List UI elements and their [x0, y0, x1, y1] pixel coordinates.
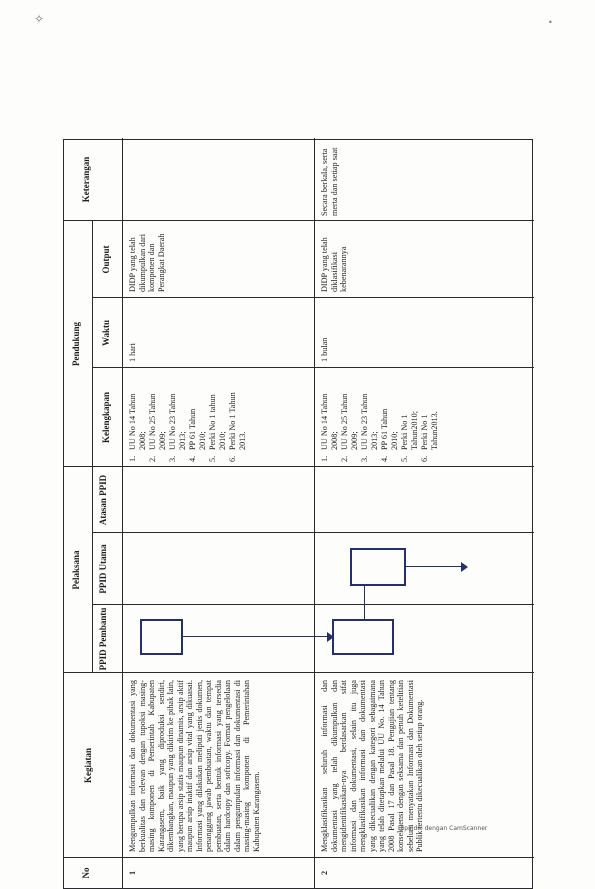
list-item: 2. UU No 25 Tahun 2009; [340, 393, 359, 462]
row-number: 2 [320, 870, 329, 876]
header-no: No [81, 867, 91, 879]
grid-line [92, 367, 534, 368]
header-pelaksana: Pelaksana [71, 550, 81, 590]
list-item: 6. Perki No 1 Tahun2013. [420, 411, 439, 462]
grid-line [64, 672, 534, 673]
table-frame [63, 139, 533, 889]
header-pendukung: Pendukung [71, 321, 81, 367]
grid-line [314, 138, 315, 888]
row-number: 1 [128, 870, 137, 876]
scan-artifact-top-left: ✧ [34, 12, 45, 26]
list-item: 5. Perki No 1 tahun 2010; [208, 394, 227, 462]
flow-box-ppid-utama [350, 548, 406, 586]
list-item: 3. UU No 23 Tahun 2013; [360, 393, 379, 462]
note-text: Secara berkala, serta merta dan setiap saat [320, 147, 339, 216]
list-item: 4. PP 61 Tahun 2010; [380, 408, 399, 462]
header-ppid-pembantu: PPID Pembantu [98, 607, 108, 671]
duration-text: 1 bulan [320, 337, 329, 362]
grid-line [64, 220, 534, 221]
grid-line [92, 532, 534, 533]
arrow-head-down [327, 632, 334, 642]
output-text: DIDP yang telah dikumpulkan dari komponen dan Perangkat Daerah [128, 233, 166, 292]
list-item: 2. UU No 25 Tahun 2009; [148, 393, 167, 462]
grid-line [92, 221, 93, 673]
flow-connector [364, 586, 365, 619]
list-item: 3. UU No 23 Tahun 2013; [168, 393, 187, 462]
duration-text: 1 hari [128, 343, 137, 362]
scanner-watermark: Dipindai dengan CamScanner [398, 825, 488, 832]
list-item: 6. Perki No 1 Tahun 2013. [228, 392, 247, 462]
grid-line [122, 138, 123, 888]
list-item: 1. UU No 14 Tahun 2008; [128, 393, 147, 462]
list-item: 5. Perki No 1 Tahun2010; [400, 411, 419, 462]
grid-line [92, 297, 534, 298]
grid-line [64, 466, 534, 467]
arrow-head-down [461, 562, 468, 572]
scan-artifact-right: • [548, 18, 553, 27]
header-ppid-utama: PPID Utama [98, 544, 108, 594]
activity-text: Mengklasifikasikan seluruh informasi dan dokumentasi yang telah dikumpulkan dan mengidentifikasikan-nya berdasarkan sifat informasi dan dokumentasi, selain itu juga mengklasifikasikan informasi dan dokumentasi yang dikecualikan dengan kategori sebagaimana yang telah ditetapkan melalui UU No. 14 Tahun 2008 Pasal 17 dan Pasal 18. Pengujian tentang konsekuensi dengan seksama dan penuh ketelitian sebelum menyatakan Informasi dan Dokumentasi Publik tertentu dikecualikan oleh setiap orang. [320, 680, 425, 852]
reference-list [320, 374, 440, 462]
flow-box-ppid-pembantu [332, 619, 394, 655]
reference-list [128, 374, 248, 462]
list-item: 4. PP 61 Tahun 2010; [188, 408, 207, 462]
header-waktu: Waktu [101, 320, 111, 347]
header-keterangan: Keterangan [81, 156, 91, 203]
flow-box-ppid-pembantu [140, 619, 183, 655]
header-atasan-ppid: Atasan PPID [98, 474, 108, 526]
activity-text: Mengumpulkan informasi dan dokumentasi yang berkualitas dan relevan dengan tupoksi masing-masing komponen di Pemerintah Kabupaten Karangasem, baik yang diproduksi sendiri, dikembangkan, maupun yang dikirim ke pihak lain, yang berupa arsip statis maupun dinamis, arsip aktif maupun arsip inaktif dan arsip vital yang dikuasai. Informasi yang dilakukan meliputi jenis dokumen, penanggung jawab pembuatan, waktu dan tempat pembuatan, serta bentuk informasi yang tersedia dalam hardcopy dan softcopy. Format pengelolaan dalam pengumpulan informasi dan dokumentasi di masing-masing komponen di Pemerintahan Kabupaten Karangasem. [128, 680, 261, 852]
header-kegiatan: Kegiatan [83, 748, 93, 783]
header-output: Output [101, 245, 111, 274]
procedure-table [63, 47, 563, 889]
grid-line [92, 604, 534, 605]
flow-connector [183, 636, 332, 637]
output-text: DIDP yang telah diklasifikasi kebenarannya [320, 237, 349, 292]
header-kelengkapan: Kelengkapan [101, 392, 111, 444]
flow-connector [406, 566, 462, 567]
list-item: 1. UU No 14 Tahun 2008; [320, 393, 339, 462]
